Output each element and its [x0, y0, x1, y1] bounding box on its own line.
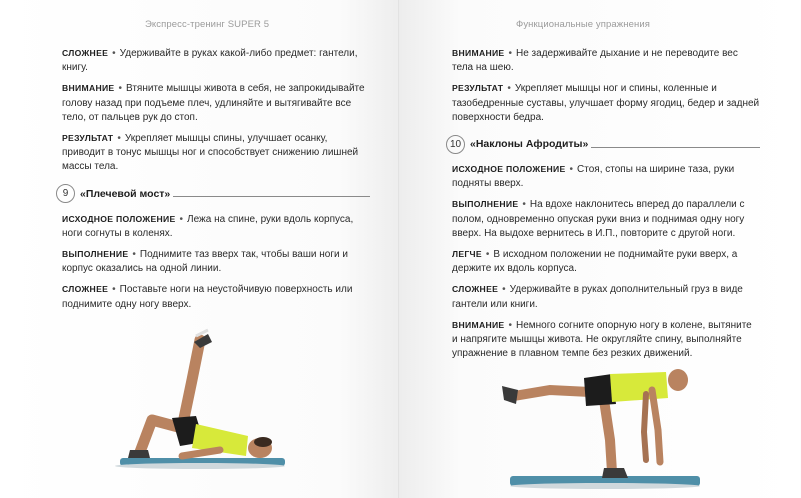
block-text: Втяните мышцы живота в себя, не запрокидывайте голову назад при подъеме плеч, удлиняйте и вытягивайте все тело, от пальцев рук до стоп. [62, 83, 365, 123]
block-label: РЕЗУЛЬТАТ [452, 83, 504, 94]
section-title: «Наклоны Афродиты» [470, 138, 589, 151]
right-block-execution [452, 197, 760, 241]
block-label: ВЫПОЛНЕНИЕ [452, 199, 519, 210]
bullet-dot: • [508, 48, 512, 59]
block-label: ВНИМАНИЕ [62, 83, 115, 94]
block-text: Укрепляет мышцы ног и спины, коленные и тазобедренные суставы, улучшает форму ягодиц, бедер и задней поверхности бедра. [452, 83, 760, 123]
left-block-attention [62, 81, 370, 125]
section-heading-shoulder-bridge [56, 184, 370, 204]
block-text: Поднимите таз вверх так, чтобы ваши ноги и корпус оказались на одной линии. [62, 249, 348, 275]
block-label: ВНИМАНИЕ [452, 48, 505, 58]
block-text: Поставьте ноги на неустойчивую поверхность или поднимите одну ногу вверх. [62, 284, 353, 310]
shirt [610, 372, 668, 402]
block-text: Немного согните опорную ногу в колене, вытяните и напрягите мышцы живота. Не округляйте спину, выполняйте упражнение в плавном темпе без резких движений. [452, 319, 752, 360]
right-block-harder [452, 282, 760, 311]
right-block-start-position [452, 162, 760, 191]
section-heading-aphrodite-bends [446, 134, 760, 154]
head [668, 369, 688, 391]
bullet-dot: • [569, 164, 574, 176]
block-label: СЛОЖНЕЕ [452, 284, 499, 295]
block-text: Не задерживайте дыхание и не переводите вес тела на шею. [452, 48, 738, 74]
bullet-dot: • [112, 284, 116, 296]
block-label: ЛЕГЧЕ [452, 249, 482, 260]
arm [652, 390, 660, 462]
bullet-dot: • [485, 249, 490, 261]
bullet-dot: • [522, 199, 526, 211]
bullet-dot: • [118, 83, 122, 95]
sneaker-support [602, 468, 628, 478]
aphrodite-bends-illustration [500, 360, 710, 490]
bullet-dot: • [132, 249, 136, 261]
section-rule [173, 196, 370, 197]
left-block-result [62, 131, 370, 175]
sneaker-support [128, 450, 150, 458]
raised-leg [514, 390, 590, 396]
left-block-harder [62, 46, 370, 75]
bullet-dot: • [502, 284, 506, 296]
section-number-badge: 10 [446, 135, 465, 154]
right-block-attention [452, 46, 760, 75]
left-running-head: Экспресс-тренинг SUPER 5 [145, 19, 270, 30]
support-leg [604, 400, 612, 472]
block-label: СЛОЖНЕЕ [62, 284, 109, 295]
block-text: Лежа на спине, руки вдоль корпуса, ноги согнуты в коленях. [62, 213, 354, 239]
section-rule [591, 147, 760, 148]
section-number-badge: 9 [56, 184, 75, 203]
block-text: На вдохе наклонитесь вперед до параллели с полом, одновременно опуская руки вниз и поднимая одну ногу вверх. На выдохе вернитесь в И.П., повторите с другой ноги. [452, 199, 745, 239]
bullet-dot: • [507, 83, 511, 95]
bullet-dot: • [112, 48, 116, 59]
left-block-harder-2 [62, 282, 370, 311]
block-label: ВЫПОЛНЕНИЕ [62, 249, 129, 260]
right-block-easier [452, 247, 760, 276]
block-text: Удерживайте в руках какой-либо предмет: гантели, книгу. [62, 48, 358, 74]
block-label: РЕЗУЛЬТАТ [62, 133, 114, 144]
block-label: ИСХОДНОЕ ПОЛОЖЕНИЕ [452, 164, 566, 175]
block-label: ИСХОДНОЕ ПОЛОЖЕНИЕ [62, 213, 176, 224]
block-text: Стоя, стопы на ширине таза, руки подняты вверх. [452, 164, 735, 190]
right-block-attention-2 [452, 318, 760, 362]
section-title: «Плечевой мост» [80, 187, 171, 200]
sneaker-raised [502, 386, 518, 404]
block-label: СЛОЖНЕЕ [62, 48, 109, 58]
right-running-head: Функциональные упражнения [516, 19, 650, 30]
shoulder-bridge-illustration [100, 320, 300, 470]
right-block-result [452, 81, 760, 125]
block-text: В исходном положении не поднимайте руки вверх, а держите их вдоль корпуса. [452, 249, 738, 275]
raised-leg [182, 340, 200, 428]
bullet-dot: • [179, 213, 184, 225]
left-block-start-position [62, 212, 370, 241]
block-label: ВНИМАНИЕ [452, 319, 505, 330]
block-text: Удерживайте в руках дополнительный груз в виде гантели или книги. [452, 284, 743, 310]
bullet-dot: • [117, 133, 121, 145]
block-text: Укрепляет мышцы спины, улучшает осанку, приводит в тонус мышцы ног и способствует снижению лишней массы тела. [62, 133, 359, 173]
left-block-execution [62, 247, 370, 276]
bullet-dot: • [508, 319, 512, 331]
arm [182, 450, 220, 456]
